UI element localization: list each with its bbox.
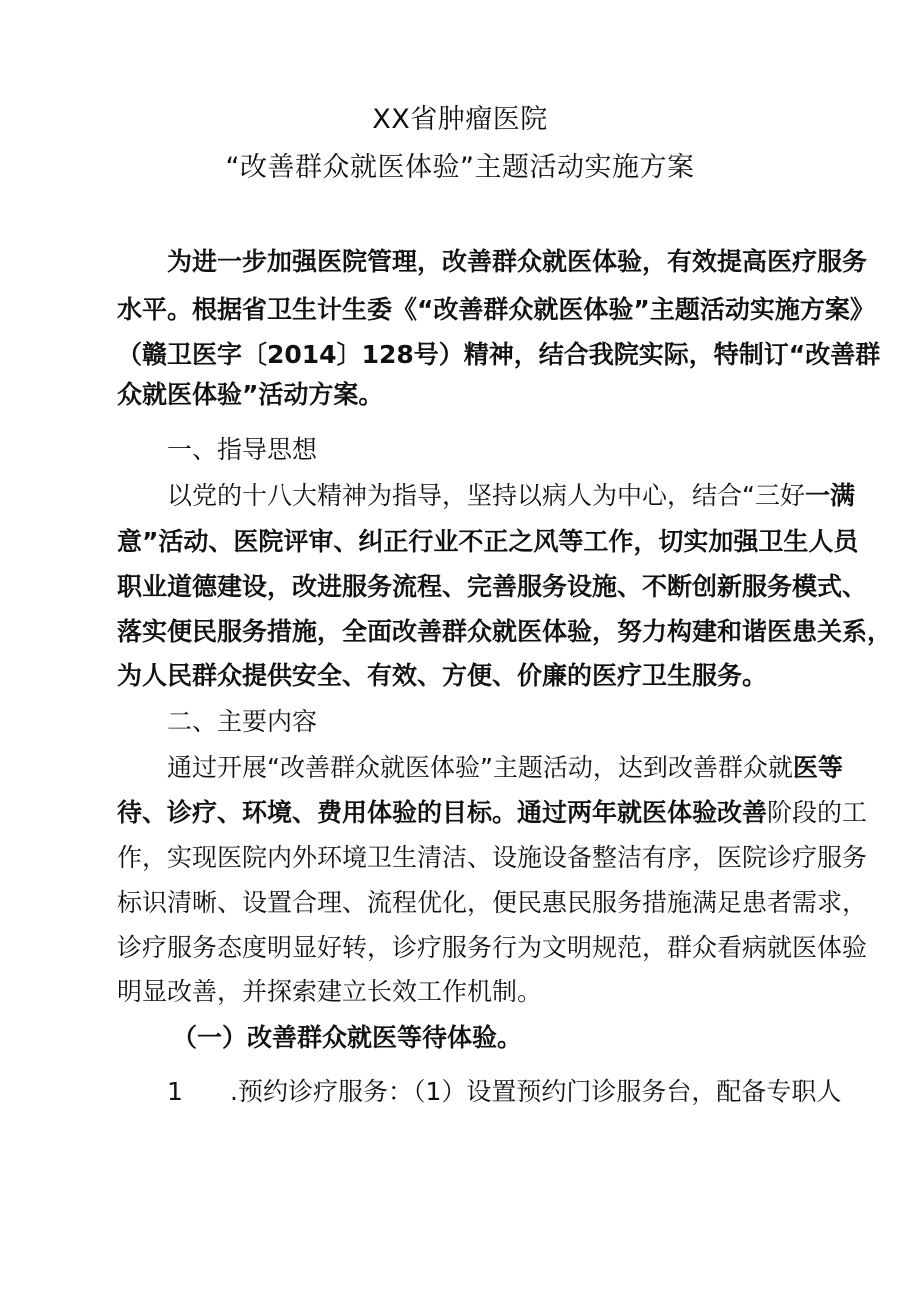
section-heading-main-content: 二、主要内容	[167, 707, 318, 736]
intro-line: 众就医体验”活动方案。	[117, 380, 384, 409]
document-title-line2: “改善群众就医体验”主题活动实施方案	[225, 152, 695, 183]
paragraph-line: 诊疗服务态度明显好转，诊疗服务行为文明规范，群众看病就医体验	[117, 933, 868, 962]
section-heading-guiding-thought: 一、指导思想	[167, 435, 318, 464]
text-run-bold: 医等	[792, 753, 843, 782]
intro-line: 水平。根据省卫生计生委《“改善群众就医体验”主题活动实施方案》	[117, 295, 875, 324]
subsection-heading-waiting: （一）改善群众就医等待体验。	[172, 1023, 523, 1052]
paragraph-line: 落实便民服务措施，全面改善群众就医体验，努力构建和谐医患关系，	[117, 617, 893, 646]
intro-line: （赣卫医字〔2014〕128号）精神，结合我院实际，特制订“改善群	[117, 340, 881, 369]
paragraph-line: 明显改善，并探索建立长效工作机制。	[117, 977, 543, 1006]
paragraph-line: 为人民群众提供安全、有效、方便、价廉的医疗卫生服务。	[117, 661, 768, 690]
list-item-text: .预约诊疗服务：（1）设置预约门诊服务台，配备专职人	[230, 1077, 842, 1106]
text-run-bold: 待、诊疗、环境、费用体验的目标。通过两年就医体验改善	[117, 798, 768, 827]
paragraph-line	[167, 748, 843, 788]
paragraph-line	[117, 793, 868, 833]
list-item-number: 1	[167, 1077, 183, 1106]
paragraph-line: 职业道德建设，改进服务流程、完善服务设施、不断创新服务模式、	[117, 572, 868, 601]
intro-line: 为进一步加强医院管理，改善群众就医体验，有效提高医疗服务	[167, 247, 868, 276]
paragraph-line	[167, 476, 855, 516]
document-title-line1: XX省肿瘤医院	[372, 104, 548, 135]
paragraph-line: 意”活动、医院评审、纠正行业不正之风等工作，切实加强卫生人员	[117, 527, 859, 556]
text-run: 阶段的工	[767, 798, 868, 827]
text-run: 以党的十八大精神为指导，坚持以病人为中心，结合“三好	[167, 481, 805, 510]
paragraph-line: 作，实现医院内外环境卫生清洁、设施设备整洁有序，医院诊疗服务	[117, 843, 868, 872]
text-run-bold: 一满	[804, 481, 855, 510]
paragraph-line: 标识清晰、设置合理、流程优化，便民惠民服务措施满足患者需求，	[117, 888, 868, 917]
text-run: 通过开展“改善群众就医体验”主题活动，达到改善群众就	[167, 753, 793, 782]
